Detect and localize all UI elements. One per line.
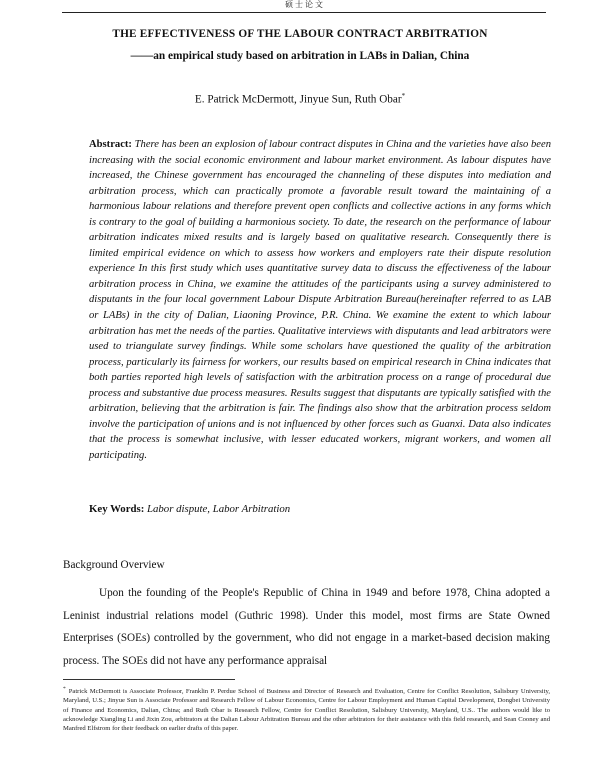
keywords-label: Key Words: (89, 503, 145, 515)
abstract (89, 137, 551, 463)
author-footnote-mark: * (401, 92, 406, 100)
footnote-text: Patrick McDermott is Associate Professor, Franklin P. Perdue School of Business and Director of Research and Evaluation, Centre for Conflict Resolution, Salisbury University, Maryland, U.S.; Jinyue Sun is Associate Professor and Research Fellow of Labour Economics, Centre for Labour Employment and Human Capital Development, Dongbei University of Finance and Economics, Dalian, China; and Ruth Obar is Research Fellow, Centre for Conflict Resolution, Salisbury University, Maryland, U.S.. The authors would like to acknowledge Xiangling Li and Jixin Zou, arbitrators at the Dalian Labour Arbitration Bureau and the other arbitrators for their assistance with this field research, and Sean Cooney and Manfred Elfstrom for their feedback on earlier drafts of this paper. (63, 688, 550, 732)
running-header (62, 0, 546, 13)
section-heading: Background Overview (63, 559, 165, 571)
author-line (40, 92, 560, 106)
footnote-divider (63, 679, 235, 680)
body-paragraph: Upon the founding of the People's Republic of China in 1949 and before 1978, China adopted a Leninist industrial relations model (Guthric 1998). Under this model, most firms are State Owned Enterprises (SOEs) controlled by the government, who did not engage in a market-based decision making process. The SOEs did not have any performance appraisal (63, 587, 550, 667)
running-header-text: 硕 士 论 文 (285, 0, 323, 9)
footnote-mark: * (63, 686, 66, 692)
keywords (89, 503, 551, 515)
paper-title: THE EFFECTIVENESS OF THE LABOUR CONTRACT ARBITRATION (112, 28, 488, 40)
author-names: E. Patrick McDermott, Jinyue Sun, Ruth Obar (194, 93, 402, 106)
abstract-label: Abstract: (89, 139, 132, 150)
footnote (63, 685, 550, 733)
paper-subtitle: ——an empirical study based on arbitration in LABs in Dalian, China (130, 50, 470, 62)
abstract-text: There has been an explosion of labour contract disputes in China and the varieties have also been increasing with the social economic environment and labour market environment. As labour disputes have increased, the Chinese government has encouraged the channeling of these disputes into mediation and arbitration process, which can practically promote a favorable result toward the maintaining of a harmonious labour relations and therefore prevent open conflicts and collective actions in any forms which is contrary to the goal of building a harmonious society. To date, the research on the performance of labour arbitration indicates mixed results and is largely based on qualitative research. Consequently there is limited empirical evidence on which to assess how workers and employers rate their dispute resolution experience In this first study which uses quantitative survey data to discuss the effectiveness of the labour arbitration process in China, we examine the attitudes of the participants using a survey administered to disputants in the four local government Labour Dispute Arbitration Bureau(hereinafter referred to as LAB or LABs) in the city of Dalian, Liaoning Province, P.R. China. We examine the extent to which labour arbitration has met the needs of the parties. Qualitative interviews with disputants and lead arbitrators were used to triangulate survey findings. While some scholars have questioned the quality of the arbitration process, particularly its fairness for workers, our results based on empirical research in China indicates that both parties reported high levels of satisfaction with the arbitration process on a range of procedural due process and substantive due process measures. Results suggest that disputants are typically satisfied with the arbitration, believing that the arbitration is fair. The findings also show that the arbitration process seldom involve the participation of unions and is not influenced by other forces such as Guanxi. Data also indicates that the process is somewhat inclusive, with lesser educated workers, migrant workers, and women all participating. (89, 139, 552, 461)
keywords-values: Labor dispute, Labor Arbitration (147, 503, 291, 515)
